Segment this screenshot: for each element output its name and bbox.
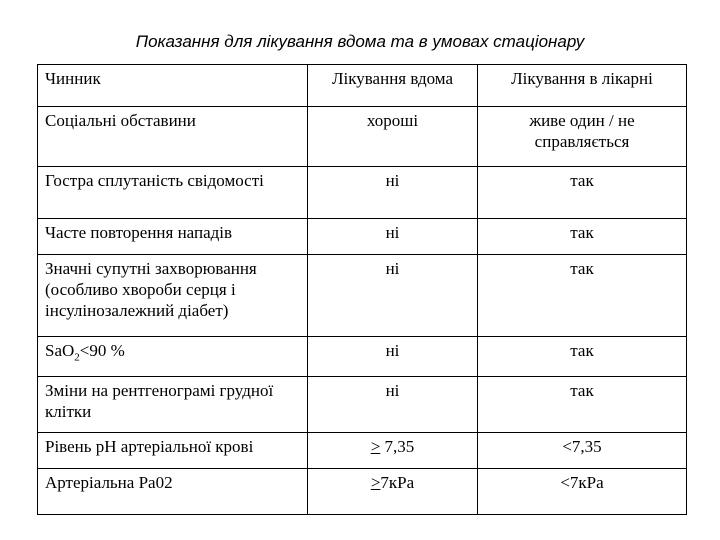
sao2-prefix: SaO — [45, 341, 75, 360]
row-factor: Зміни на рентгенограмі грудної клітки — [38, 377, 308, 433]
row-home: ні — [308, 167, 478, 219]
row-home-value: 7,35 — [380, 437, 415, 456]
table-row — [38, 167, 687, 219]
row-hospital: <7,35 — [478, 433, 687, 469]
table-row — [38, 107, 687, 167]
header-factor: Чинник — [38, 65, 308, 107]
row-home — [308, 469, 478, 515]
row-hospital: <7кPa — [478, 469, 687, 515]
row-hospital: так — [478, 377, 687, 433]
table-row — [38, 337, 687, 377]
row-hospital: так — [478, 167, 687, 219]
row-home: хороші — [308, 107, 478, 167]
table-row — [38, 469, 687, 515]
row-home: ні — [308, 255, 478, 337]
row-factor — [38, 337, 308, 377]
gte-sign: > — [370, 437, 381, 456]
table-row — [38, 219, 687, 255]
sao2-subscript: 2 — [74, 351, 80, 364]
table-row — [38, 255, 687, 337]
row-home-value: 7кPa — [380, 473, 415, 492]
table-row — [38, 377, 687, 433]
row-factor: Значні супутні захворювання (особливо хвороби серця і інсулінозалежний діабет) — [38, 255, 308, 337]
gte-sign: > — [370, 473, 381, 492]
header-home: Лікування вдома — [308, 65, 478, 107]
row-hospital: живе один / не справляється — [478, 107, 687, 167]
row-factor: Артеріальна Pa02 — [38, 469, 308, 515]
row-factor: Соціальні обставини — [38, 107, 308, 167]
row-factor: Рівень pH артеріальної крові — [38, 433, 308, 469]
row-home — [308, 433, 478, 469]
row-home: ні — [308, 219, 478, 255]
row-home: ні — [308, 337, 478, 377]
row-hospital: так — [478, 219, 687, 255]
row-hospital: так — [478, 255, 687, 337]
table-header-row — [38, 65, 687, 107]
row-hospital: так — [478, 337, 687, 377]
sao2-suffix: <90 % — [79, 341, 125, 360]
row-factor: Гостра сплутаність свідомості — [38, 167, 308, 219]
table-row — [38, 433, 687, 469]
header-hospital: Лікування в лікарні — [478, 65, 687, 107]
row-home: ні — [308, 377, 478, 433]
page-title: Показання для лікування вдома та в умовах стаціонару — [135, 32, 585, 51]
row-factor: Часте повторення нападів — [38, 219, 308, 255]
indications-table — [37, 64, 687, 515]
